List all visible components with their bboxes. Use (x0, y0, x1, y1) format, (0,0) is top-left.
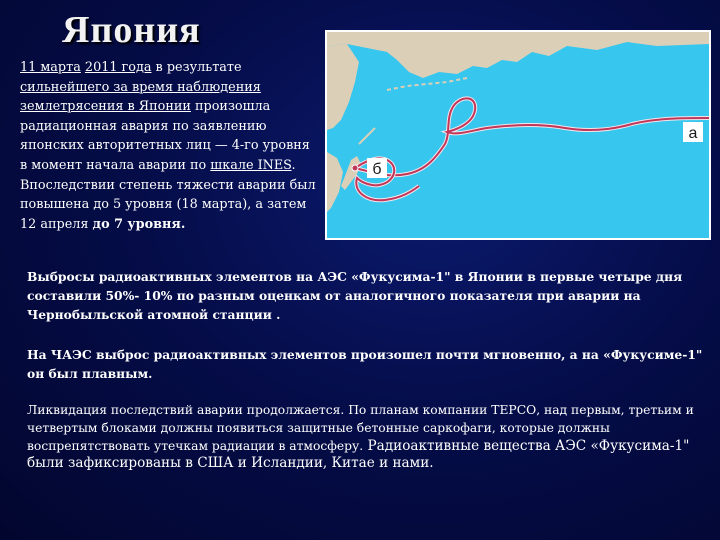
intro-paragraph (20, 58, 320, 234)
paragraph-emissions (27, 268, 707, 324)
paragraph-liquidation-text: Ликвидация последствий аварии продолжается. По планам компании ТЕРСО, над первым, третьим и четвертым блоками должны появиться защитные бетонные саркофаги, которые должны воспрепятствовать утечкам радиации в атмосферу. (27, 403, 694, 453)
paragraph-chernobyl-comparison (27, 346, 707, 384)
link-earthquake[interactable]: сильнейшего за время наблюдения землетрясения в Японии (20, 79, 261, 115)
paragraph-detection-text: Радиоактивные вещества АЭС «Фукусима-1" были зафиксированы в США и Исландии, Китае и нами. (27, 437, 690, 472)
label-a: а (688, 125, 698, 142)
paragraph-emissions-text: Выбросы радиоактивных элементов на АЭС «Фукусима-1" в Японии в первые четыре дня составили 50%- 10% по разным оценкам от аналогичного показателя при аварии на Чернобыльской атомной станции . (27, 269, 683, 322)
label-b: б (372, 161, 382, 178)
link-year[interactable]: 2011 года (84, 60, 152, 75)
intro-bold-end: до 7 уровня. (92, 216, 186, 232)
fukushima-marker (352, 165, 358, 171)
link-date[interactable]: 11 марта (20, 60, 81, 75)
slide-title: Япония (62, 9, 201, 51)
paragraph-chernobyl-text: На ЧАЭС выброс радиоактивных элементов произошел почти мгновенно, а на «Фукусиме-1" он был плавным. (27, 347, 703, 381)
ocean (327, 32, 709, 238)
paragraph-liquidation (27, 402, 707, 473)
link-ines-scale[interactable]: шкале INES (210, 157, 292, 173)
intro-text-3: . Впоследствии степень тяжести аварии был повышена до 5 уровня (18 марта), а затем 12 апреля (20, 157, 316, 232)
pacific-map (325, 30, 711, 240)
intro-text-1: в результате (151, 60, 242, 75)
pacific-map-svg (327, 32, 709, 238)
intro-text-2: произошла радиационная авария по заявлению японских авторитетных лиц — 4-го уровня в момент начала аварии по (20, 99, 310, 173)
